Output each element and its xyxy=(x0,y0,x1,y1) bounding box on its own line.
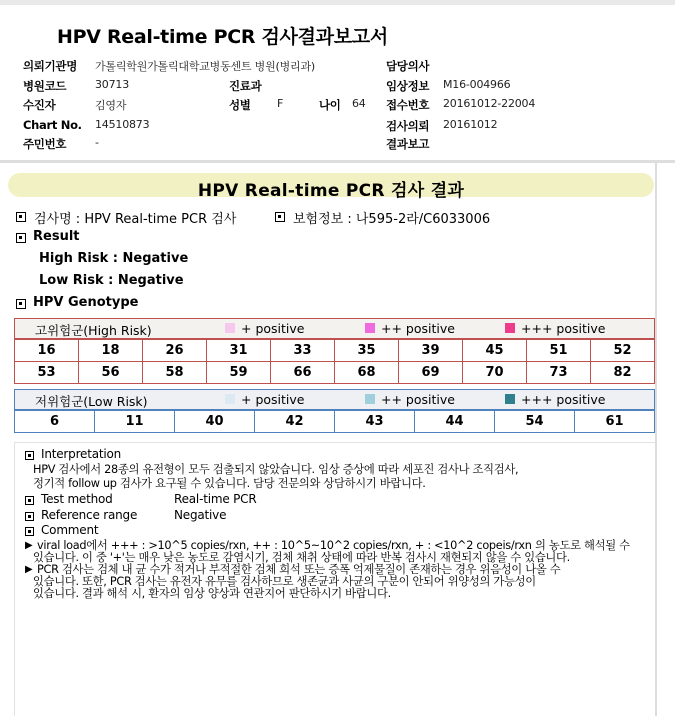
comment-label: Comment xyxy=(41,523,99,537)
comment-2-line-3: 있습니다. 결과 해석 시, 환자의 임상 양상과 연관지어 판단하시기 바랍니다. xyxy=(33,587,391,600)
reference-range-label: Reference range xyxy=(41,508,138,522)
hospital-code-label: 병원코드 xyxy=(23,79,67,93)
low-risk-panel-header xyxy=(14,389,655,410)
request-date-value: 20161012 xyxy=(443,118,498,131)
comment-bullet-icon xyxy=(25,527,34,536)
report-title: HPV Real-time PCR 검사결과보고서 xyxy=(57,26,388,48)
triangle-bullet-icon: ▶ xyxy=(25,564,33,575)
comment-1-line-2: 있습니다. 이 중 '+'는 매우 낮은 농도로 감염시기, 검체 채취 상태에 따라 반복 검사시 재현되지 않을 수 있습니다. xyxy=(33,551,570,564)
sex-label: 성별 xyxy=(229,98,251,112)
legend-swatch-plus xyxy=(225,394,235,404)
legend-label: +++ positive xyxy=(521,392,606,407)
comment-2-line-2: 있습니다. 또한, PCR 검사는 유전자 유무를 검사하므로 생존균과 사균의 구분이 안되어 위양성의 가능성이 xyxy=(33,575,536,588)
legend-label: ++ positive xyxy=(381,392,455,407)
genotype-cell: 53 xyxy=(15,362,79,384)
genotype-cell: 58 xyxy=(143,362,207,384)
low-risk-panel-title: 저위험군(Low Risk) xyxy=(35,394,148,409)
genotype-cell: 45 xyxy=(463,340,527,362)
interpretation-bullet-icon xyxy=(25,451,34,460)
reference-range-value: Negative xyxy=(174,508,227,522)
receipt-no-value: 20161012-22004 xyxy=(443,97,536,110)
genotype-cell: 40 xyxy=(175,411,255,433)
institution-label: 의뢰기관명 xyxy=(23,59,78,73)
genotype-cell: 69 xyxy=(399,362,463,384)
age-label: 나이 xyxy=(319,98,341,112)
resident-no-value: - xyxy=(95,136,99,149)
legend-swatch-plus xyxy=(225,323,235,333)
low-risk-result: Low Risk : Negative xyxy=(39,273,184,288)
test-name-text: 검사명 : HPV Real-time PCR 검사 xyxy=(34,212,237,227)
examinee-value: 김영자 xyxy=(95,99,127,112)
examinee-label: 수진자 xyxy=(23,98,56,112)
age-value: 64 xyxy=(352,97,366,110)
legend-label: + positive xyxy=(241,321,305,336)
request-date-label: 검사의뢰 xyxy=(386,119,430,133)
clinical-info-label: 임상정보 xyxy=(386,79,430,93)
genotype-cell: 26 xyxy=(143,340,207,362)
genotype-cell: 73 xyxy=(527,362,591,384)
result-report-label: 결과보고 xyxy=(386,137,430,151)
high-risk-panel-title: 고위험군(High Risk) xyxy=(35,323,152,338)
comment-1-line-1: viral load에서 +++ : >10^5 copies/rxn, ++ : 10^5~10^2 copies/rxn, + : <10^2 copeis/rxn 의 농도로 해석될 수 xyxy=(37,539,630,552)
genotype-cell: 54 xyxy=(495,411,575,433)
chart-no-label: Chart No. xyxy=(23,118,82,132)
genotype-cell: 11 xyxy=(95,411,175,433)
comment-2-line-1: PCR 검사는 검체 내 균 수가 적거나 부적절한 검체 희석 또는 증폭 억제물질이 존재하는 경우 위음성이 나올 수 xyxy=(37,563,561,576)
top-bar xyxy=(0,0,675,5)
genotype-cell: 52 xyxy=(591,340,655,362)
genotype-cell: 44 xyxy=(415,411,495,433)
legend-label: ++ positive xyxy=(381,321,455,336)
legend-label: + positive xyxy=(241,392,305,407)
genotype-cell: 6 xyxy=(15,411,95,433)
genotype-cell: 16 xyxy=(15,340,79,362)
interpretation-line-2: 정기적 follow up 검사가 요구될 수 있습니다. 담당 전문의와 상담하시기 바랍니다. xyxy=(33,477,426,490)
genotype-cell: 56 xyxy=(79,362,143,384)
genotype-cell: 42 xyxy=(255,411,335,433)
section-divider xyxy=(0,160,675,163)
sex-value: F xyxy=(277,97,284,110)
genotype-cell: 18 xyxy=(79,340,143,362)
interpretation-heading: Interpretation xyxy=(41,447,122,461)
legend-label: +++ positive xyxy=(521,321,606,336)
genotype-heading: HPV Genotype xyxy=(33,295,139,310)
right-edge-line xyxy=(655,163,657,716)
genotype-cell: 33 xyxy=(271,340,335,362)
legend-swatch-plus-plus xyxy=(365,323,375,333)
genotype-cell: 31 xyxy=(207,340,271,362)
triangle-bullet-icon: ▶ xyxy=(25,540,33,551)
test-method-value: Real-time PCR xyxy=(174,492,257,506)
genotype-cell: 66 xyxy=(271,362,335,384)
legend-swatch-plus-plus xyxy=(365,394,375,404)
genotype-cell: 43 xyxy=(335,411,415,433)
interpretation-line-1: HPV 검사에서 28종의 유전형이 모두 검출되지 않았습니다. 임상 증상에 따라 세포진 검사나 조직검사, xyxy=(33,463,519,476)
result-bullet-icon xyxy=(16,233,26,243)
result-banner-title: HPV Real-time PCR 검사 결과 xyxy=(197,181,465,201)
genotype-cell: 59 xyxy=(207,362,271,384)
result-banner xyxy=(8,173,654,201)
low-risk-genotype-grid xyxy=(14,410,655,433)
receipt-no-label: 접수번호 xyxy=(386,98,430,112)
genotype-cell: 61 xyxy=(575,411,655,433)
insurance-bullet-icon xyxy=(275,212,285,222)
institution-value: 가톨릭학원가톨릭대학교병동센트 병원(병리과) xyxy=(95,60,315,73)
interpretation-box xyxy=(14,442,655,716)
result-heading: Result xyxy=(33,229,80,244)
genotype-cell: 70 xyxy=(463,362,527,384)
test-method-label: Test method xyxy=(41,492,113,506)
department-label: 진료과 xyxy=(229,79,262,93)
resident-no-label: 주민번호 xyxy=(23,137,67,151)
high-risk-result: High Risk : Negative xyxy=(39,251,189,266)
test-name-bullet-icon xyxy=(16,212,26,222)
legend-swatch-plus-plus-plus xyxy=(505,323,515,333)
genotype-bullet-icon xyxy=(16,299,26,309)
genotype-cell: 82 xyxy=(591,362,655,384)
genotype-cell: 68 xyxy=(335,362,399,384)
insurance-text: 보험정보 : 나595-2라/C6033006 xyxy=(293,212,491,227)
high-risk-genotype-grid xyxy=(14,339,655,384)
chart-no-value: 14510873 xyxy=(95,118,150,131)
clinical-info-value: M16-004966 xyxy=(443,78,511,91)
physician-label: 담당의사 xyxy=(386,59,430,73)
reference-bullet-icon xyxy=(25,512,34,521)
method-bullet-icon xyxy=(25,496,34,505)
genotype-cell: 39 xyxy=(399,340,463,362)
hospital-code-value: 30713 xyxy=(95,78,129,91)
genotype-cell: 35 xyxy=(335,340,399,362)
high-risk-panel-header xyxy=(14,318,655,339)
genotype-cell: 51 xyxy=(527,340,591,362)
legend-swatch-plus-plus-plus xyxy=(505,394,515,404)
